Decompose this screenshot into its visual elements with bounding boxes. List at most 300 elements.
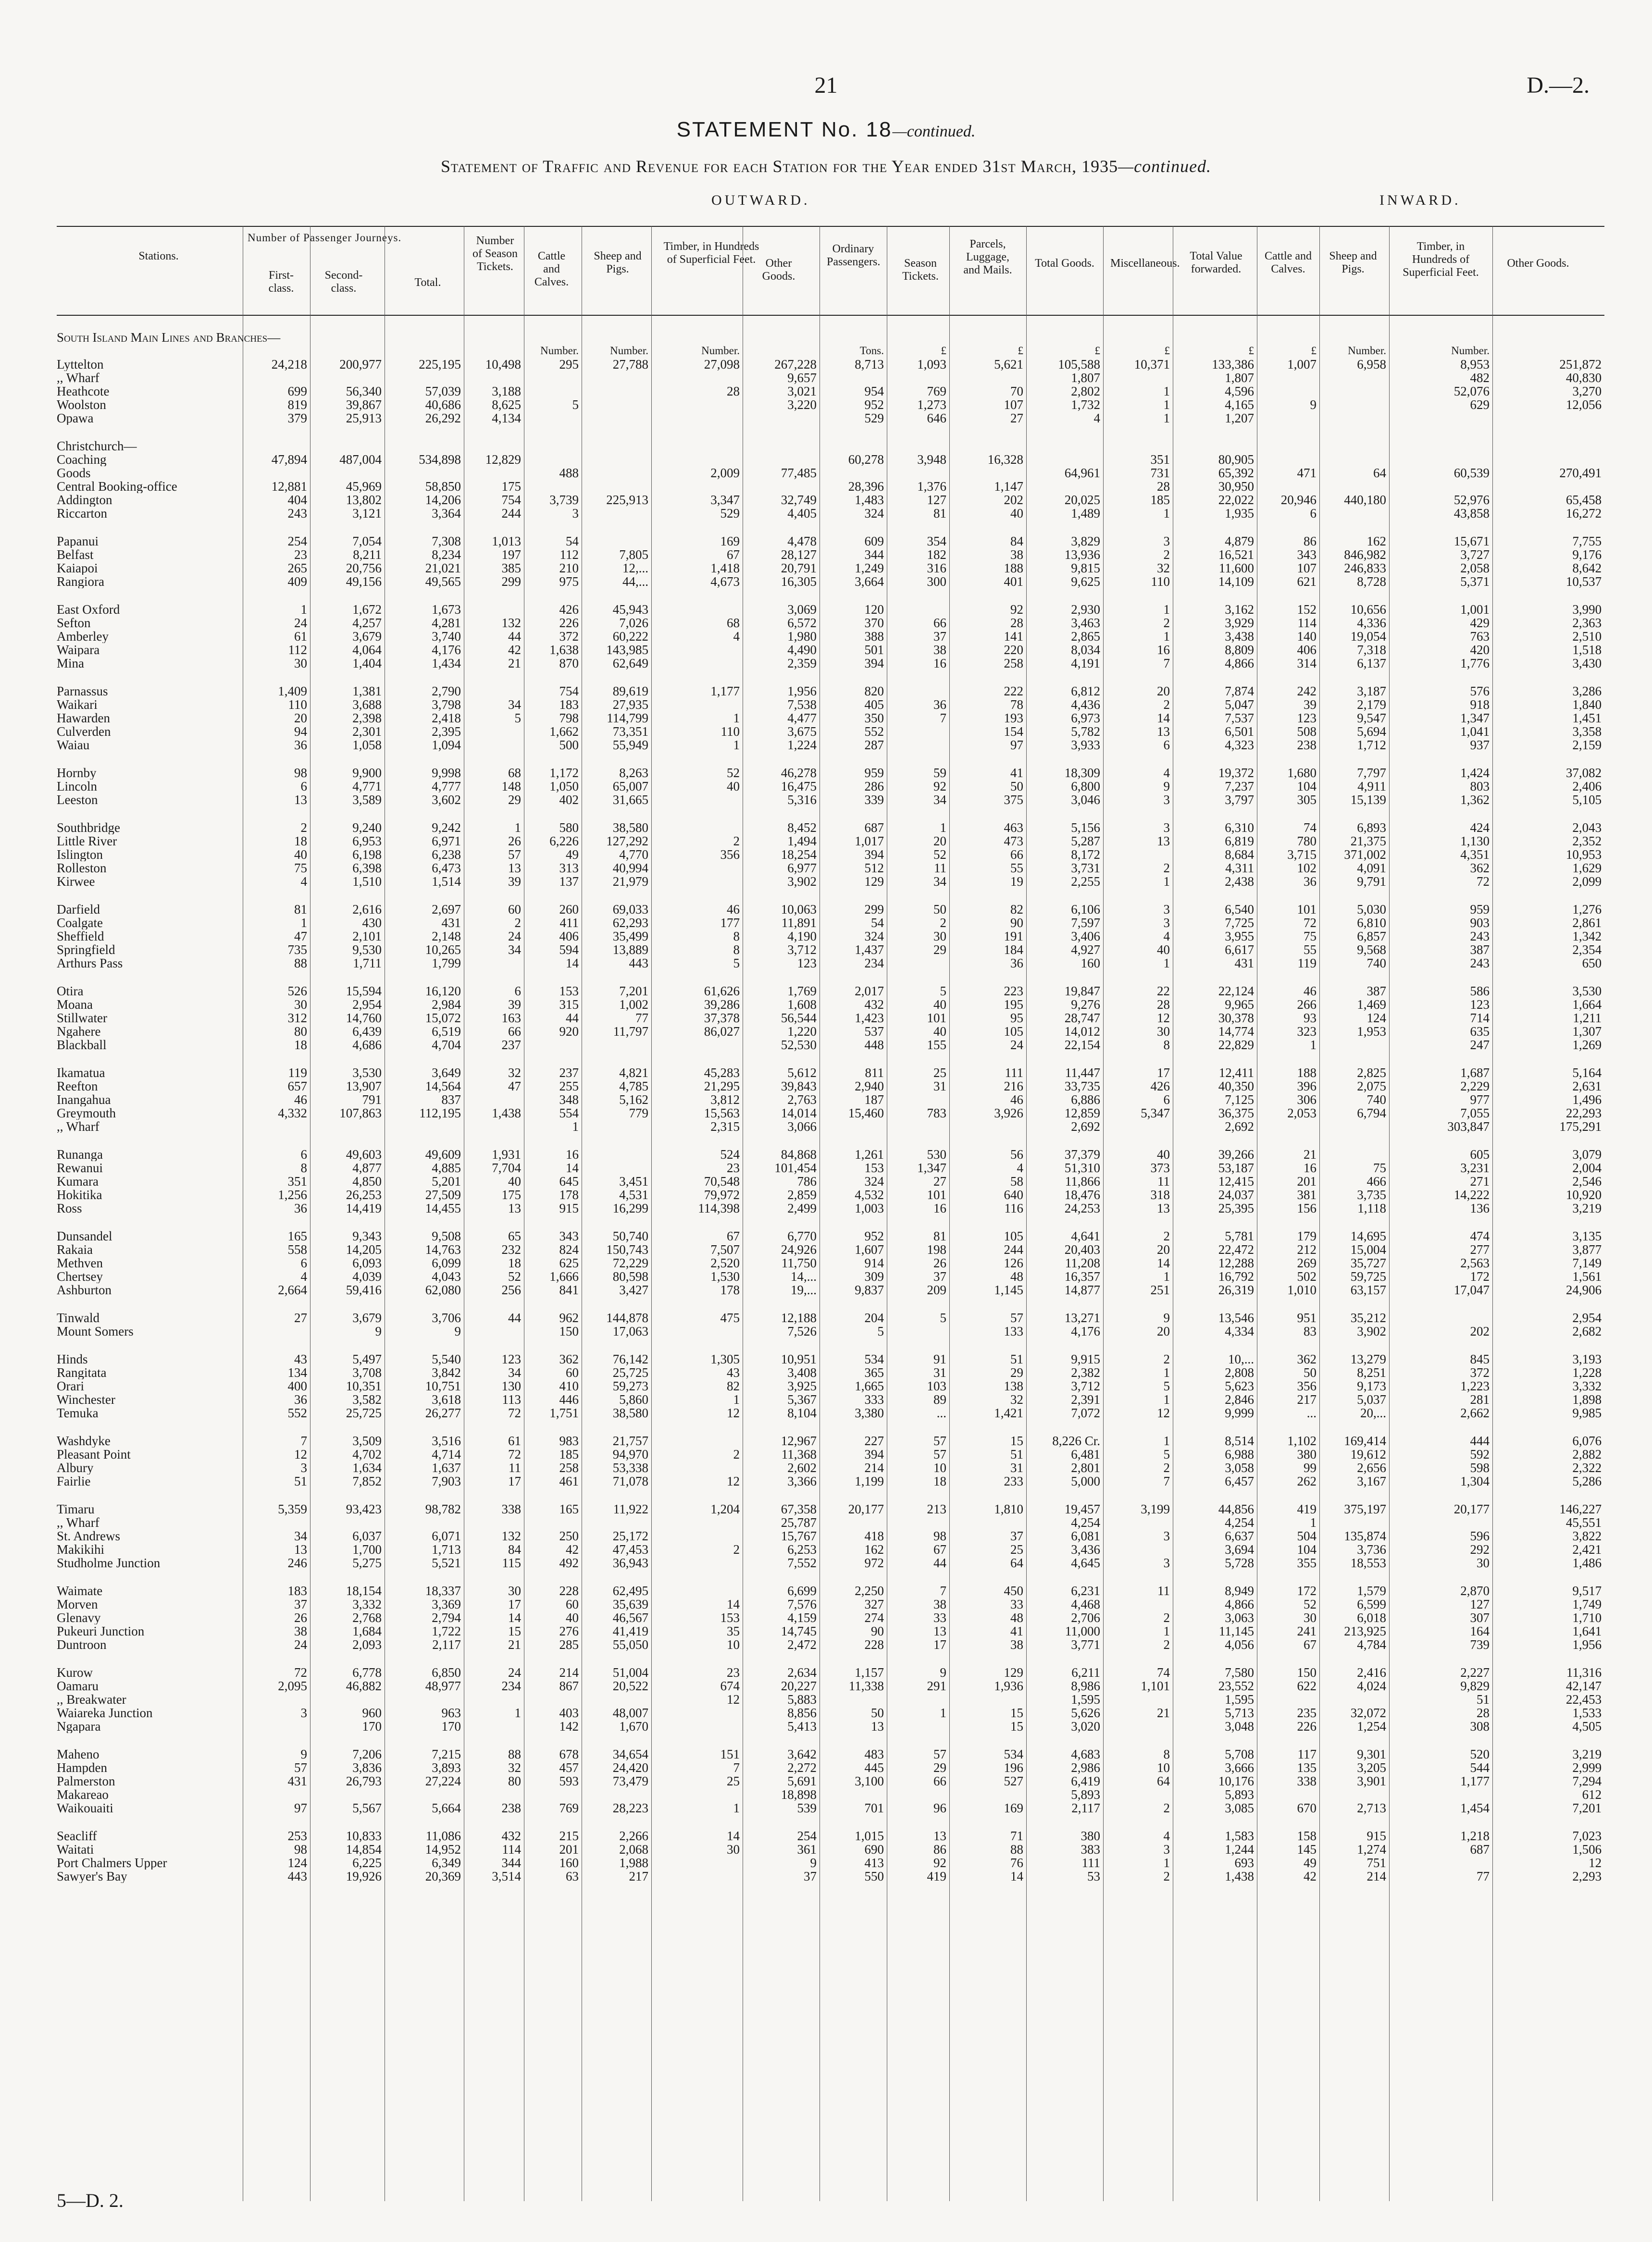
table-cell: 2	[1163, 698, 1170, 711]
table-cell: 5,623	[1225, 1379, 1254, 1393]
table-cell: 14,012	[1064, 1025, 1100, 1038]
spacer-cell	[57, 1733, 1604, 1747]
table-row	[57, 834, 1604, 848]
table-cell: 69,033	[612, 903, 648, 916]
table-cell: 3,516	[432, 1434, 461, 1448]
table-cell: 1,102	[1287, 1434, 1317, 1448]
table-cell: 222	[1004, 684, 1023, 698]
table-cell: 819	[287, 398, 307, 411]
table-cell: 534	[864, 1352, 884, 1366]
group-spacer	[57, 752, 1604, 766]
table-cell: 25,725	[346, 1406, 382, 1420]
table-cell: 60,278	[848, 453, 884, 466]
table-cell: 4,043	[432, 1270, 461, 1283]
table-cell: 7,852	[352, 1474, 382, 1488]
table-cell: 28,396	[848, 480, 884, 493]
table-cell: 11,000	[1065, 1624, 1100, 1638]
table-cell: 33,735	[1064, 1079, 1100, 1093]
table-cell: 1,093	[917, 358, 946, 371]
table-cell: 251	[1150, 1283, 1170, 1297]
table-row	[57, 371, 1604, 384]
table-row	[57, 561, 1604, 575]
table-cell: 3,530	[1572, 984, 1602, 998]
table-cell: 14,419	[346, 1202, 382, 1215]
table-cell: 2,075	[1357, 1079, 1386, 1093]
spacer-cell	[57, 1338, 1604, 1352]
table-cell: 86	[933, 1843, 946, 1856]
table-cell: 3,771	[1071, 1638, 1100, 1651]
table-cell: 338	[1297, 1774, 1317, 1788]
table-cell: 2,250	[855, 1584, 884, 1598]
table-row	[57, 1666, 1604, 1679]
table-cell: 2,692	[1225, 1120, 1254, 1133]
table-cell: 86,027	[704, 1025, 740, 1038]
table-cell: 370	[864, 616, 884, 630]
table-cell: 501	[864, 643, 884, 656]
table-cell: 15,139	[1350, 793, 1386, 806]
table-cell: 963	[441, 1706, 461, 1720]
table-cell: 204	[864, 1311, 884, 1325]
table-cell: 15,460	[848, 1106, 884, 1120]
table-cell: 24,906	[1565, 1283, 1602, 1297]
table-cell: 242	[1297, 684, 1317, 698]
station-name: Rangitata	[57, 1366, 107, 1379]
unit-cell	[243, 344, 310, 358]
table-cell: 30	[294, 656, 307, 670]
station-name: Waiareka Junction	[57, 1706, 153, 1720]
table-cell: 3	[1163, 1529, 1170, 1543]
table-cell	[651, 1038, 743, 1052]
table-cell: 99	[1304, 1461, 1317, 1474]
table-cell: 3	[300, 1461, 307, 1474]
table-cell: 13	[1157, 725, 1170, 738]
table-cell	[524, 1788, 582, 1801]
table-cell: 56,340	[346, 384, 382, 398]
table-cell: 202	[1470, 1325, 1490, 1338]
table-cell: 867	[559, 1679, 579, 1693]
table-cell: 6,617	[1225, 943, 1254, 956]
table-cell: 324	[864, 929, 884, 943]
table-cell: 178	[559, 1188, 579, 1202]
table-cell: 238	[1297, 738, 1317, 752]
table-cell: 3,675	[787, 725, 817, 738]
table-cell: 188	[1004, 561, 1023, 575]
station-name: ,, Breakwater	[57, 1693, 126, 1706]
table-cell: 22,472	[1218, 1243, 1254, 1256]
table-cell: 7,201	[1572, 1801, 1602, 1815]
table-cell: 3,514	[492, 1870, 521, 1883]
table-cell: 7,507	[710, 1243, 740, 1256]
station-name: Inangahua	[57, 1093, 111, 1106]
table-cell: 135,874	[1344, 1529, 1386, 1543]
table-cell	[1257, 1788, 1319, 1801]
group-spacer	[57, 1215, 1604, 1229]
table-cell: 50	[1010, 780, 1023, 793]
table-cell: 3,058	[1225, 1461, 1254, 1474]
table-cell	[651, 1529, 743, 1543]
table-cell: 4,257	[352, 616, 382, 630]
table-cell: 4,505	[1572, 1720, 1602, 1733]
table-cell	[464, 956, 524, 970]
table-cell: 7	[1163, 656, 1170, 670]
table-cell: 1,684	[352, 1624, 382, 1638]
table-cell: 1,269	[1572, 1038, 1602, 1052]
table-cell	[524, 453, 582, 466]
table-cell: 3,021	[787, 384, 817, 398]
table-cell: 89,619	[612, 684, 648, 698]
table-cell: 13,279	[1350, 1352, 1386, 1366]
table-cell: 3,822	[1572, 1529, 1602, 1543]
station-name: Blackball	[57, 1038, 107, 1052]
table-cell: 9	[300, 1747, 307, 1761]
table-cell: 3,193	[1572, 1352, 1602, 1366]
table-row	[57, 1079, 1604, 1093]
table-cell: 14,205	[346, 1243, 382, 1256]
table-body	[57, 331, 1604, 1883]
table-cell: 22	[1157, 984, 1170, 998]
table-cell: 15	[1010, 1706, 1023, 1720]
table-cell: 27	[933, 1175, 946, 1188]
table-cell: 17,063	[612, 1325, 648, 1338]
station-name: Rangiora	[57, 575, 104, 588]
table-cell: 258	[1004, 656, 1023, 670]
table-row	[57, 548, 1604, 561]
table-cell: 38	[294, 1624, 307, 1638]
col-head-second: Second-class.	[324, 269, 363, 295]
table-cell: 1,177	[710, 684, 740, 698]
table-cell: 4,190	[787, 929, 817, 943]
table-cell: 1	[1163, 1434, 1170, 1448]
table-cell: 32,072	[1350, 1706, 1386, 1720]
table-cell: 4,777	[432, 780, 461, 793]
table-cell: 78	[1010, 698, 1023, 711]
table-cell: 274	[864, 1611, 884, 1624]
table-cell	[887, 1693, 949, 1706]
table-cell: 114	[1297, 616, 1317, 630]
table-cell: 93	[1304, 1011, 1317, 1025]
table-cell: 4,877	[352, 1161, 382, 1175]
table-cell: 431	[287, 1774, 307, 1788]
table-cell: 550	[864, 1870, 884, 1883]
table-cell: ...	[936, 1406, 946, 1420]
table-cell: 1,722	[432, 1624, 461, 1638]
table-cell: 7,206	[352, 1747, 382, 1761]
group-spacer	[57, 1420, 1604, 1434]
table-cell: 1,347	[1460, 711, 1490, 725]
table-cell: 2,043	[1572, 821, 1602, 834]
table-cell: 16	[1304, 1161, 1317, 1175]
table-cell: 1	[733, 1801, 740, 1815]
table-cell: 4	[300, 1270, 307, 1283]
table-cell: 6,037	[352, 1529, 382, 1543]
table-cell: 1,687	[1460, 1066, 1490, 1079]
table-cell: 9,791	[1357, 875, 1386, 888]
table-cell: 57,039	[425, 384, 461, 398]
table-cell: 394	[864, 848, 884, 861]
table-cell: 488	[559, 466, 579, 480]
table-cell: 220	[1004, 643, 1023, 656]
table-cell: 2	[1163, 616, 1170, 630]
table-cell	[1173, 439, 1257, 453]
table-cell: 1,670	[619, 1720, 648, 1733]
table-cell: 918	[1470, 698, 1490, 711]
table-cell: 243	[1470, 929, 1490, 943]
station-name: Ngahere	[57, 1025, 101, 1038]
table-cell: 13	[508, 861, 521, 875]
table-cell: 1,228	[1572, 1366, 1602, 1379]
table-cell: 6,238	[432, 848, 461, 861]
table-cell: 76,142	[612, 1352, 648, 1366]
unit-cell: £	[1248, 345, 1254, 357]
table-cell: 2	[1163, 548, 1170, 561]
spacer-cell	[57, 1420, 1604, 1434]
col-head-sheep: Sheep and Pigs.	[594, 250, 642, 275]
table-cell: 17	[508, 1474, 521, 1488]
table-cell: 40	[566, 1611, 579, 1624]
table-cell: 25,787	[781, 1516, 817, 1529]
table-cell: 123	[797, 956, 817, 970]
table-cell: 385	[501, 561, 521, 575]
table-cell	[464, 738, 524, 752]
station-name: Runanga	[57, 1148, 103, 1161]
table-cell: 1,700	[352, 1543, 382, 1556]
unit-cell	[743, 344, 820, 358]
table-cell: 687	[1470, 1843, 1490, 1856]
table-cell: 443	[629, 956, 648, 970]
station-name: Heathcote	[57, 384, 110, 398]
table-cell: 7	[300, 1434, 307, 1448]
table-cell: 13	[508, 1202, 521, 1215]
table-cell: 19,372	[1218, 766, 1254, 780]
table-cell	[582, 384, 651, 398]
table-cell: 6,349	[432, 1856, 461, 1870]
table-cell: 45,969	[346, 480, 382, 493]
table-cell	[651, 1856, 743, 1870]
table-cell	[1257, 384, 1319, 398]
table-cell	[820, 371, 887, 384]
table-cell: 3,842	[432, 1366, 461, 1379]
table-cell: 73,479	[612, 1774, 648, 1788]
table-cell	[651, 453, 743, 466]
station-name: Washdyke	[57, 1434, 111, 1448]
table-cell: 19,847	[1064, 984, 1100, 998]
table-cell: 32	[508, 1761, 521, 1774]
table-cell: 74	[1157, 1666, 1170, 1679]
table-cell	[524, 480, 582, 493]
table-cell: 3,020	[1071, 1720, 1100, 1733]
table-cell: 1,437	[855, 943, 884, 956]
table-cell: 1,799	[432, 956, 461, 970]
table-cell: 401	[1004, 575, 1023, 588]
col-head-first: First-class.	[268, 269, 294, 295]
table-cell: 3	[1163, 916, 1170, 929]
table-row	[57, 1038, 1604, 1052]
table-cell: 2,117	[1071, 1801, 1100, 1815]
station-name: Goods	[57, 466, 91, 480]
table-cell: 394	[864, 1448, 884, 1461]
station-name: Hawarden	[57, 711, 110, 725]
table-cell: 94,970	[612, 1448, 648, 1461]
table-cell: 119	[1297, 956, 1317, 970]
table-cell: 254	[797, 1829, 817, 1843]
table-cell: 244	[1004, 1243, 1023, 1256]
table-row	[57, 1516, 1604, 1529]
table-cell: 1,641	[1572, 1624, 1602, 1638]
table-cell	[524, 411, 582, 425]
table-cell: 10,953	[1565, 848, 1602, 861]
table-cell: 3	[1163, 534, 1170, 548]
table-cell: 14	[508, 1611, 521, 1624]
section-reference: D.—2.	[1527, 73, 1590, 98]
station-name: Fairlie	[57, 1474, 91, 1488]
table-cell: 387	[1366, 984, 1386, 998]
table-cell: 5,621	[994, 358, 1023, 371]
table-cell: 98	[294, 766, 307, 780]
table-cell	[1026, 453, 1103, 466]
table-cell: 185	[1150, 493, 1170, 507]
table-cell: 6,988	[1225, 1448, 1254, 1461]
table-cell: 43,858	[1453, 507, 1490, 520]
table-cell: 47	[508, 1079, 521, 1093]
table-cell: 837	[441, 1093, 461, 1106]
table-cell: 8	[1163, 1747, 1170, 1761]
table-cell: 1,342	[1572, 929, 1602, 943]
unit-cell	[385, 344, 464, 358]
table-cell	[949, 1120, 1026, 1133]
table-cell: 2,563	[1460, 1256, 1490, 1270]
table-cell: 61	[508, 1434, 521, 1448]
table-cell: 7,874	[1225, 684, 1254, 698]
table-cell: 3,706	[432, 1311, 461, 1325]
table-cell: 419	[927, 1870, 946, 1883]
table-cell: 7,576	[787, 1598, 817, 1611]
table-cell: 7,294	[1572, 1774, 1602, 1788]
table-cell: 72	[294, 1666, 307, 1679]
table-cell: 1,807	[1225, 371, 1254, 384]
table-cell: 198	[927, 1243, 946, 1256]
spacer-cell	[57, 1651, 1604, 1666]
table-cell: 9,657	[787, 371, 817, 384]
station-name: Morven	[57, 1598, 98, 1611]
table-cell: 228	[559, 1584, 579, 1598]
table-cell: 1	[940, 821, 946, 834]
table-cell: 482	[1470, 371, 1490, 384]
table-cell: 153	[720, 1611, 740, 1624]
unit-cell: Number.	[701, 345, 740, 357]
table-cell: 3,406	[1071, 929, 1100, 943]
table-cell: 37,378	[704, 1011, 740, 1025]
table-cell: 123	[1470, 998, 1490, 1011]
table-cell	[464, 1120, 524, 1133]
table-cell	[524, 1693, 582, 1706]
table-cell: 6,958	[1357, 358, 1386, 371]
table-cell: 6,812	[1071, 684, 1100, 698]
table-cell: 18,476	[1064, 1188, 1100, 1202]
table-cell: 954	[864, 384, 884, 398]
table-cell	[464, 439, 524, 453]
table-cell	[582, 1161, 651, 1175]
table-cell: 9	[1163, 780, 1170, 793]
table-cell: 47	[294, 929, 307, 943]
table-cell: 7	[733, 1761, 740, 1774]
table-cell: 235	[1297, 1706, 1317, 1720]
table-cell: 15,563	[704, 1106, 740, 1120]
table-cell: 50	[1304, 1366, 1317, 1379]
table-cell	[1103, 371, 1173, 384]
table-cell: 20,522	[612, 1679, 648, 1693]
table-cell: 13,907	[346, 1079, 382, 1093]
table-cell: 2,930	[1071, 603, 1100, 616]
table-cell: 92	[933, 1856, 946, 1870]
table-cell: 191	[1004, 929, 1023, 943]
table-cell: 7	[1163, 1474, 1170, 1488]
table-cell	[582, 1693, 651, 1706]
table-row	[57, 384, 1604, 398]
table-cell: 396	[1297, 1079, 1317, 1093]
table-cell: 9,965	[1225, 998, 1254, 1011]
table-cell: 9,915	[1071, 1352, 1100, 1366]
table-cell: 2,634	[787, 1666, 817, 1679]
table-cell: 426	[1150, 1079, 1170, 1093]
station-name: Darfield	[57, 903, 100, 916]
table-cell: 94	[294, 725, 307, 738]
table-row	[57, 1393, 1604, 1406]
station-name: Ashburton	[57, 1283, 112, 1297]
table-cell: 1,362	[1460, 793, 1490, 806]
col-head-passenger-group: Number of Passenger Journeys.	[248, 232, 402, 244]
table-cell: 196	[1004, 1761, 1023, 1774]
table-cell: 14,564	[425, 1079, 461, 1093]
table-cell: 155	[927, 1038, 946, 1052]
table-cell: 9,530	[352, 943, 382, 956]
table-cell: 420	[1470, 643, 1490, 656]
table-cell	[243, 371, 310, 384]
table-cell	[385, 466, 464, 480]
table-cell: 40	[294, 848, 307, 861]
table-cell: 12	[1589, 1856, 1602, 1870]
table-cell: 15	[1010, 1434, 1023, 1448]
table-cell: 5,359	[278, 1502, 307, 1516]
table-cell: 37	[294, 1598, 307, 1611]
table-cell: 66	[933, 1774, 946, 1788]
station-name: Sawyer's Bay	[57, 1870, 127, 1883]
table-cell	[524, 371, 582, 384]
table-cell: 14,760	[346, 1011, 382, 1025]
table-cell: 30	[1477, 1556, 1490, 1570]
table-cell: 20	[1157, 684, 1170, 698]
table-cell: 356	[1297, 1379, 1317, 1393]
table-cell: 141	[1004, 630, 1023, 643]
table-cell: 1,496	[1572, 1093, 1602, 1106]
table-cell: 65,458	[1565, 493, 1602, 507]
table-cell: 59,416	[346, 1283, 382, 1297]
table-cell: 621	[1297, 575, 1317, 588]
table-cell: 175	[501, 1188, 521, 1202]
table-cell: 31	[1010, 1461, 1023, 1474]
table-cell: 11,866	[1065, 1175, 1100, 1188]
table-cell: 300	[927, 575, 946, 588]
table-cell: 68	[727, 616, 740, 630]
table-cell: 177	[720, 916, 740, 929]
table-cell: 24	[294, 616, 307, 630]
table-cell: 14,206	[425, 493, 461, 507]
table-cell: 13	[871, 1720, 884, 1733]
table-cell: 214	[864, 1461, 884, 1474]
table-cell: 10	[727, 1638, 740, 1651]
station-name: Waikari	[57, 698, 98, 711]
table-cell: 13,936	[1064, 548, 1100, 561]
spacer-cell	[57, 1052, 1604, 1066]
